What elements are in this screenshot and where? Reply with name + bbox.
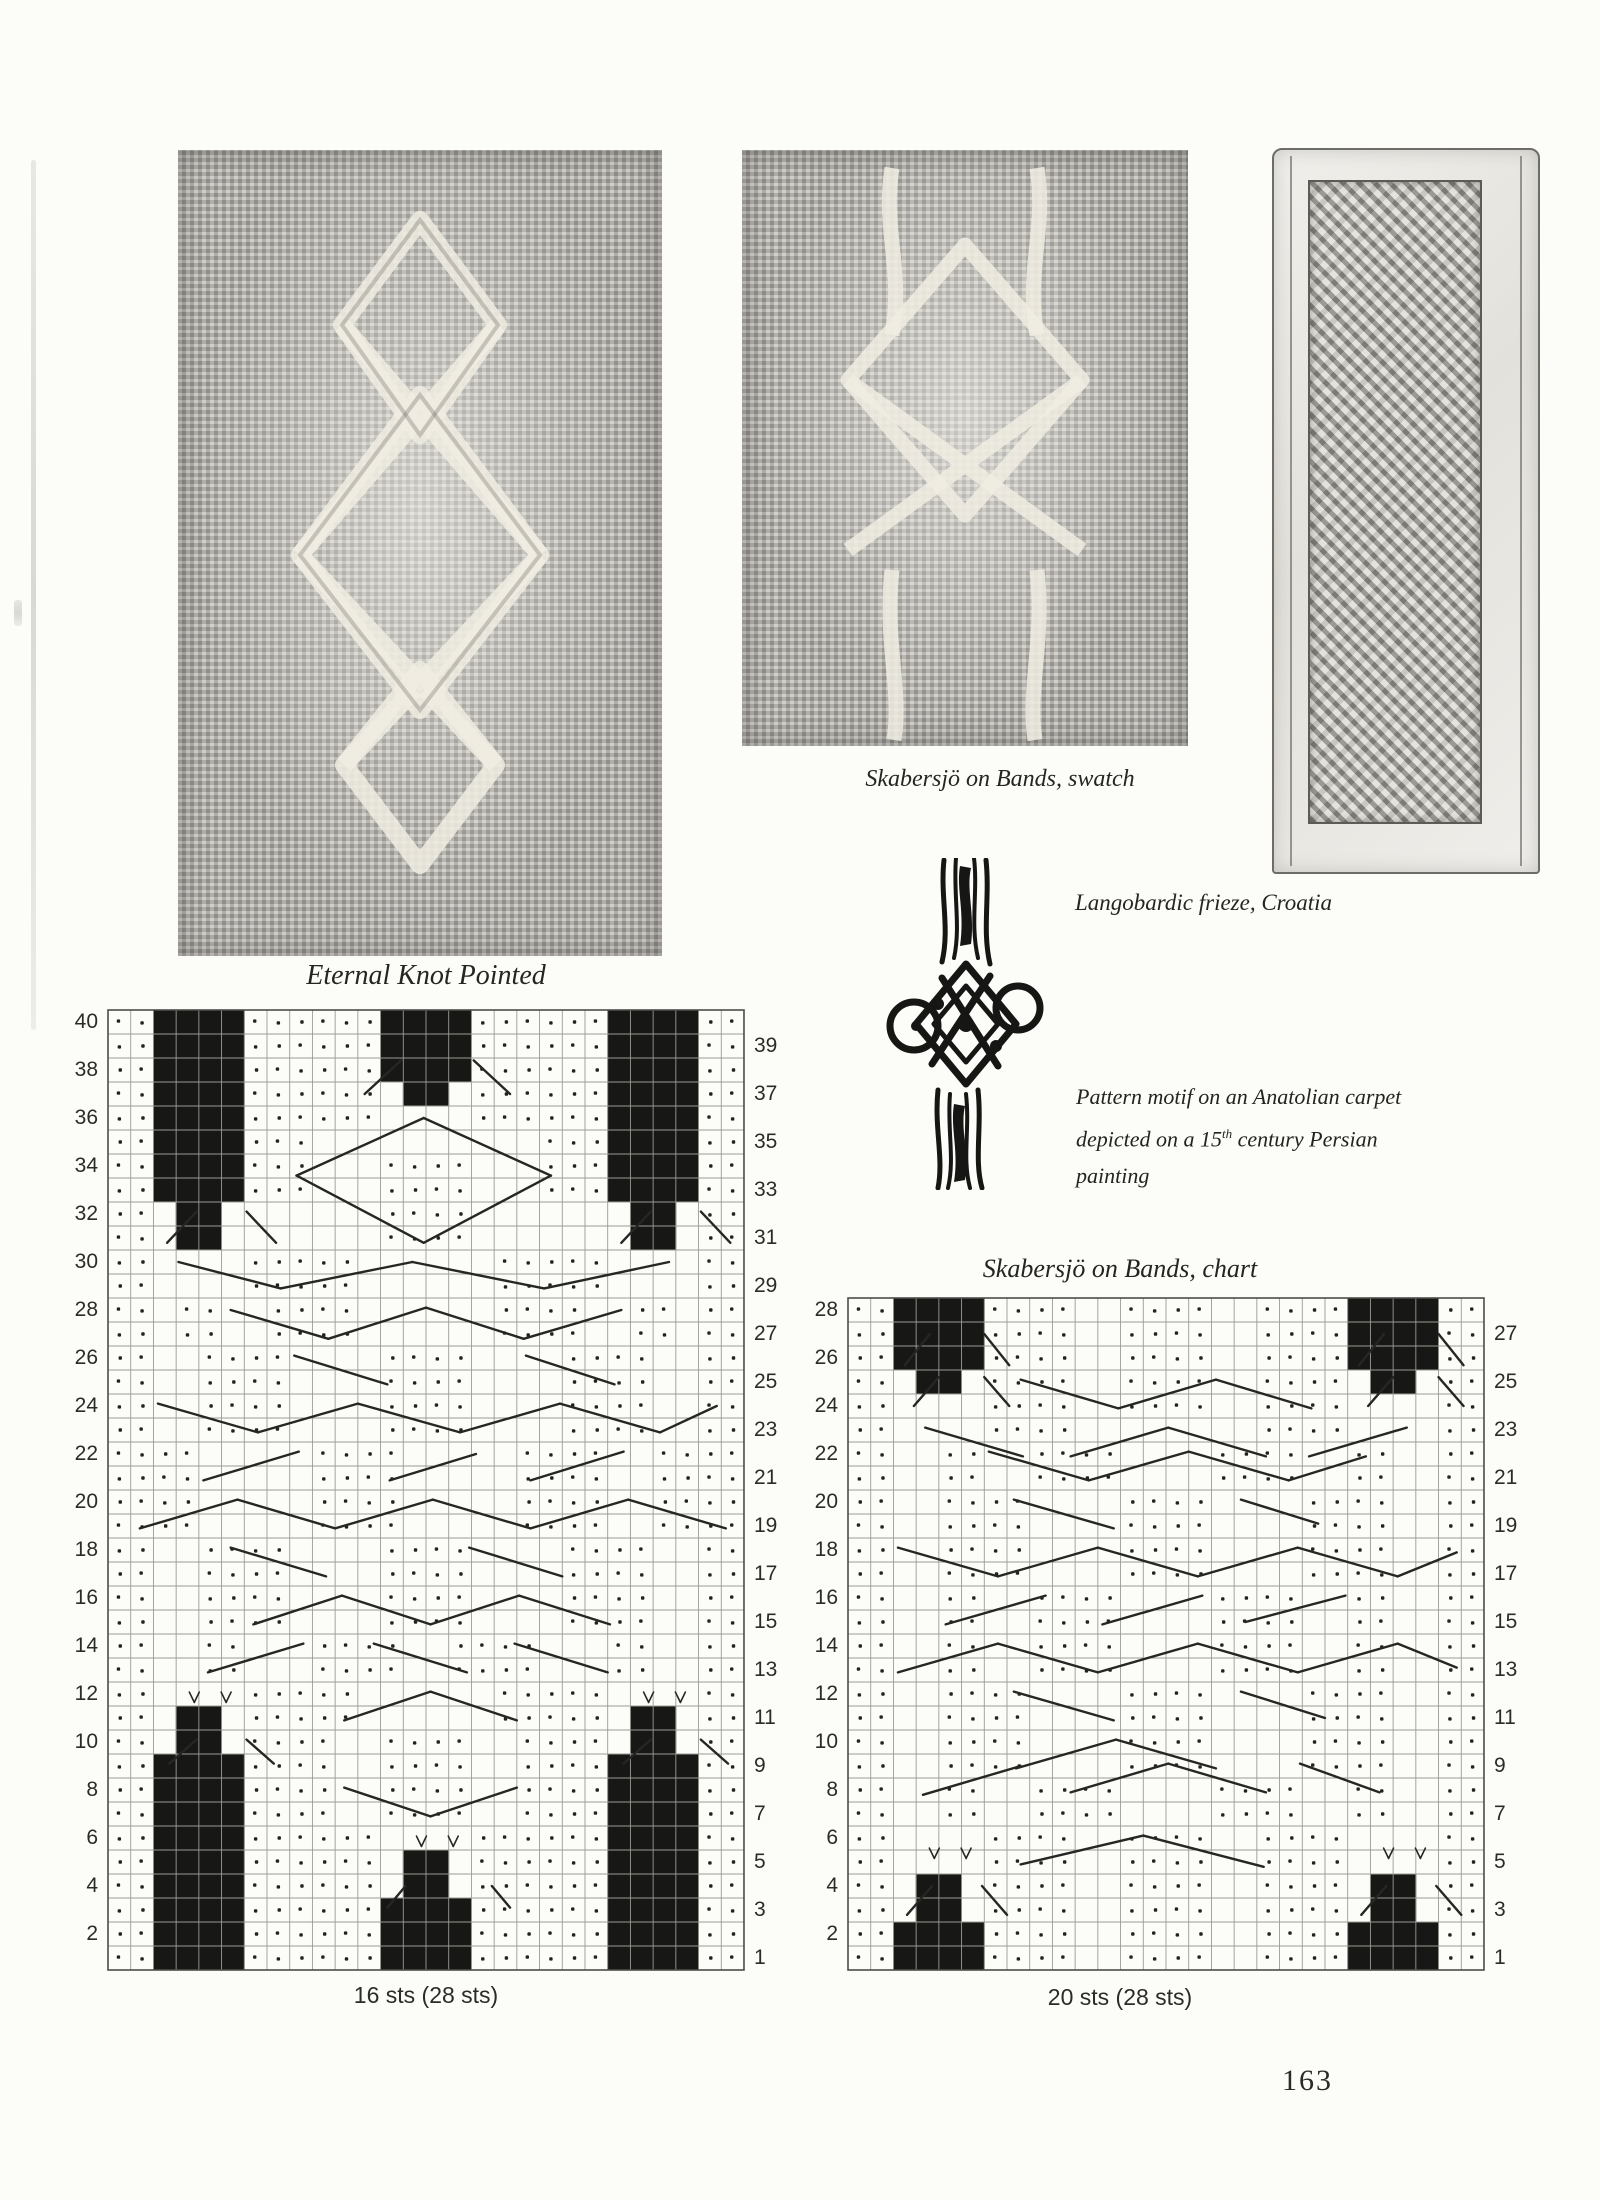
chart1-row-number-left: 4 (86, 1874, 98, 1897)
anatolian-caption-line1: Pattern motif on an Anatolian carpet (1076, 1084, 1402, 1109)
chart2-row-number-left: 18 (814, 1538, 838, 1561)
chart1-row-number-right: 39 (753, 1034, 778, 1057)
chart2-row-number-right: 3 (1493, 1898, 1506, 1921)
chart1-row-number-right: 27 (753, 1322, 778, 1345)
chart1-row-number-left: 14 (74, 1634, 98, 1657)
page-scan-speck (14, 600, 22, 626)
chart1-row-number-right: 15 (753, 1610, 778, 1633)
anatolian-motif-caption (1076, 1078, 1401, 1194)
chart2-row-number-right: 11 (1493, 1706, 1516, 1729)
skabersjo-on-bands-chart-grid (846, 1296, 1486, 1972)
chart2-row-number-left: 14 (814, 1634, 838, 1657)
chart1-row-number-left: 36 (74, 1106, 98, 1129)
chart1-row-number-left: 24 (74, 1394, 98, 1417)
caption-skabersjo-swatch: Skabersjö on Bands, swatch (865, 766, 1135, 792)
chart2-row-number-right: 23 (1493, 1418, 1518, 1441)
chart1-row-number-right: 7 (753, 1802, 766, 1825)
chart2-row-number-right: 15 (1493, 1610, 1518, 1633)
chart1-row-number-right: 25 (753, 1370, 778, 1393)
chart1-row-number-left: 38 (74, 1058, 98, 1081)
chart1-row-number-right: 9 (753, 1754, 766, 1777)
chart2-title: Skabersjö on Bands, chart (982, 1254, 1258, 1283)
chart1-row-number-left: 28 (74, 1298, 98, 1321)
chart2-row-number-right: 25 (1493, 1370, 1518, 1393)
chart2-row-number-right: 7 (1493, 1802, 1506, 1825)
chart2-row-number-left: 24 (814, 1394, 838, 1417)
chart1-row-number-right: 23 (753, 1418, 778, 1441)
chart2-row-number-left: 16 (814, 1586, 838, 1609)
chart1-row-number-left: 30 (74, 1250, 98, 1273)
chart2-row-number-left: 8 (826, 1778, 838, 1801)
photo-skabersjo-swatch (742, 150, 1188, 746)
chart2-row-number-left: 6 (826, 1826, 838, 1849)
chart2-row-number-right: 27 (1493, 1322, 1518, 1345)
chart1-row-number-left: 26 (74, 1346, 98, 1369)
chart1-row-number-right: 31 (753, 1226, 778, 1249)
chart2-row-number-left: 26 (814, 1346, 838, 1369)
chart1-stitch-count-label: 16 sts (28 sts) (353, 1982, 499, 2008)
chart1-row-number-right: 5 (753, 1850, 766, 1873)
knit-cable-texture (178, 150, 662, 956)
chart1-row-number-left: 10 (74, 1730, 98, 1753)
chart2-row-number-left: 10 (814, 1730, 838, 1753)
chart1-row-number-left: 18 (74, 1538, 98, 1561)
chart2-row-number-right: 19 (1493, 1514, 1518, 1537)
chart1-row-number-left: 22 (74, 1442, 98, 1465)
frieze-right-border-line (1520, 156, 1522, 866)
chart1-row-number-left: 6 (86, 1826, 98, 1849)
chart1-row-number-right: 1 (753, 1946, 766, 1969)
anatolian-caption-line2-post: century Persian (1232, 1126, 1378, 1152)
chart1-row-number-right: 33 (753, 1178, 778, 1201)
chart2-row-number-right: 13 (1493, 1658, 1518, 1681)
chart1-row-number-left: 34 (74, 1154, 98, 1177)
chart2-row-number-right: 9 (1493, 1754, 1506, 1777)
chart2-row-number-left: 28 (814, 1298, 838, 1321)
eternal-knot-pointed-chart-grid (106, 1008, 746, 1972)
page-scan-streak (31, 160, 36, 1030)
frieze-left-border-line (1290, 156, 1292, 866)
chart1-row-number-left: 40 (74, 1010, 98, 1033)
chart1-row-number-left: 16 (74, 1586, 98, 1609)
chart1-row-number-right: 37 (753, 1082, 778, 1105)
chart1-row-number-right: 3 (753, 1898, 766, 1921)
chart1-row-number-right: 21 (753, 1466, 778, 1489)
chart1-row-number-left: 2 (86, 1922, 98, 1945)
caption-eternal-knot: Eternal Knot Pointed (306, 960, 546, 991)
chart2-row-number-left: 4 (826, 1874, 838, 1897)
chart2-row-number-left: 12 (814, 1682, 838, 1705)
knit-cable-texture (742, 150, 1188, 746)
chart2-row-number-left: 22 (814, 1442, 838, 1465)
photo-eternal-knot-swatch (178, 150, 662, 956)
page-number: 163 (1282, 2064, 1333, 2097)
skabersjo-chart-area (846, 1296, 1486, 1977)
chart1-row-number-left: 32 (74, 1202, 98, 1225)
chart2-row-number-right: 5 (1493, 1850, 1506, 1873)
chart1-row-number-left: 12 (74, 1682, 98, 1705)
chart1-row-number-right: 17 (753, 1562, 778, 1585)
chart2-row-number-right: 1 (1493, 1946, 1506, 1969)
chart1-row-number-right: 13 (753, 1658, 778, 1681)
chart1-row-number-right: 29 (753, 1274, 778, 1297)
eternal-knot-chart-area (106, 1008, 746, 1977)
anatolian-caption-line3: painting (1076, 1163, 1150, 1189)
chart2-row-number-right: 21 (1493, 1466, 1518, 1489)
chart1-row-number-left: 8 (86, 1778, 98, 1801)
chart1-row-number-right: 11 (753, 1706, 776, 1729)
chart2-stitch-count-label: 20 sts (28 sts) (1047, 1984, 1193, 2010)
anatolian-caption-line2-pre: depicted on a 15 (1076, 1126, 1223, 1152)
chart2-row-number-left: 20 (814, 1490, 838, 1513)
chart2-row-number-right: 17 (1493, 1562, 1518, 1585)
chart1-row-number-left: 20 (74, 1490, 98, 1513)
chart2-row-number-left: 2 (826, 1922, 838, 1945)
chart1-row-number-right: 19 (753, 1514, 778, 1537)
anatolian-knot-motif-drawing (886, 858, 1046, 1190)
frieze-interlace-band (1308, 180, 1482, 824)
drawing-langobardic-frieze (1272, 148, 1540, 874)
anatolian-caption-ordinal: th (1222, 1126, 1233, 1141)
chart1-row-number-right: 35 (753, 1130, 778, 1153)
caption-langobardic-frieze: Langobardic frieze, Croatia (1075, 890, 1333, 915)
